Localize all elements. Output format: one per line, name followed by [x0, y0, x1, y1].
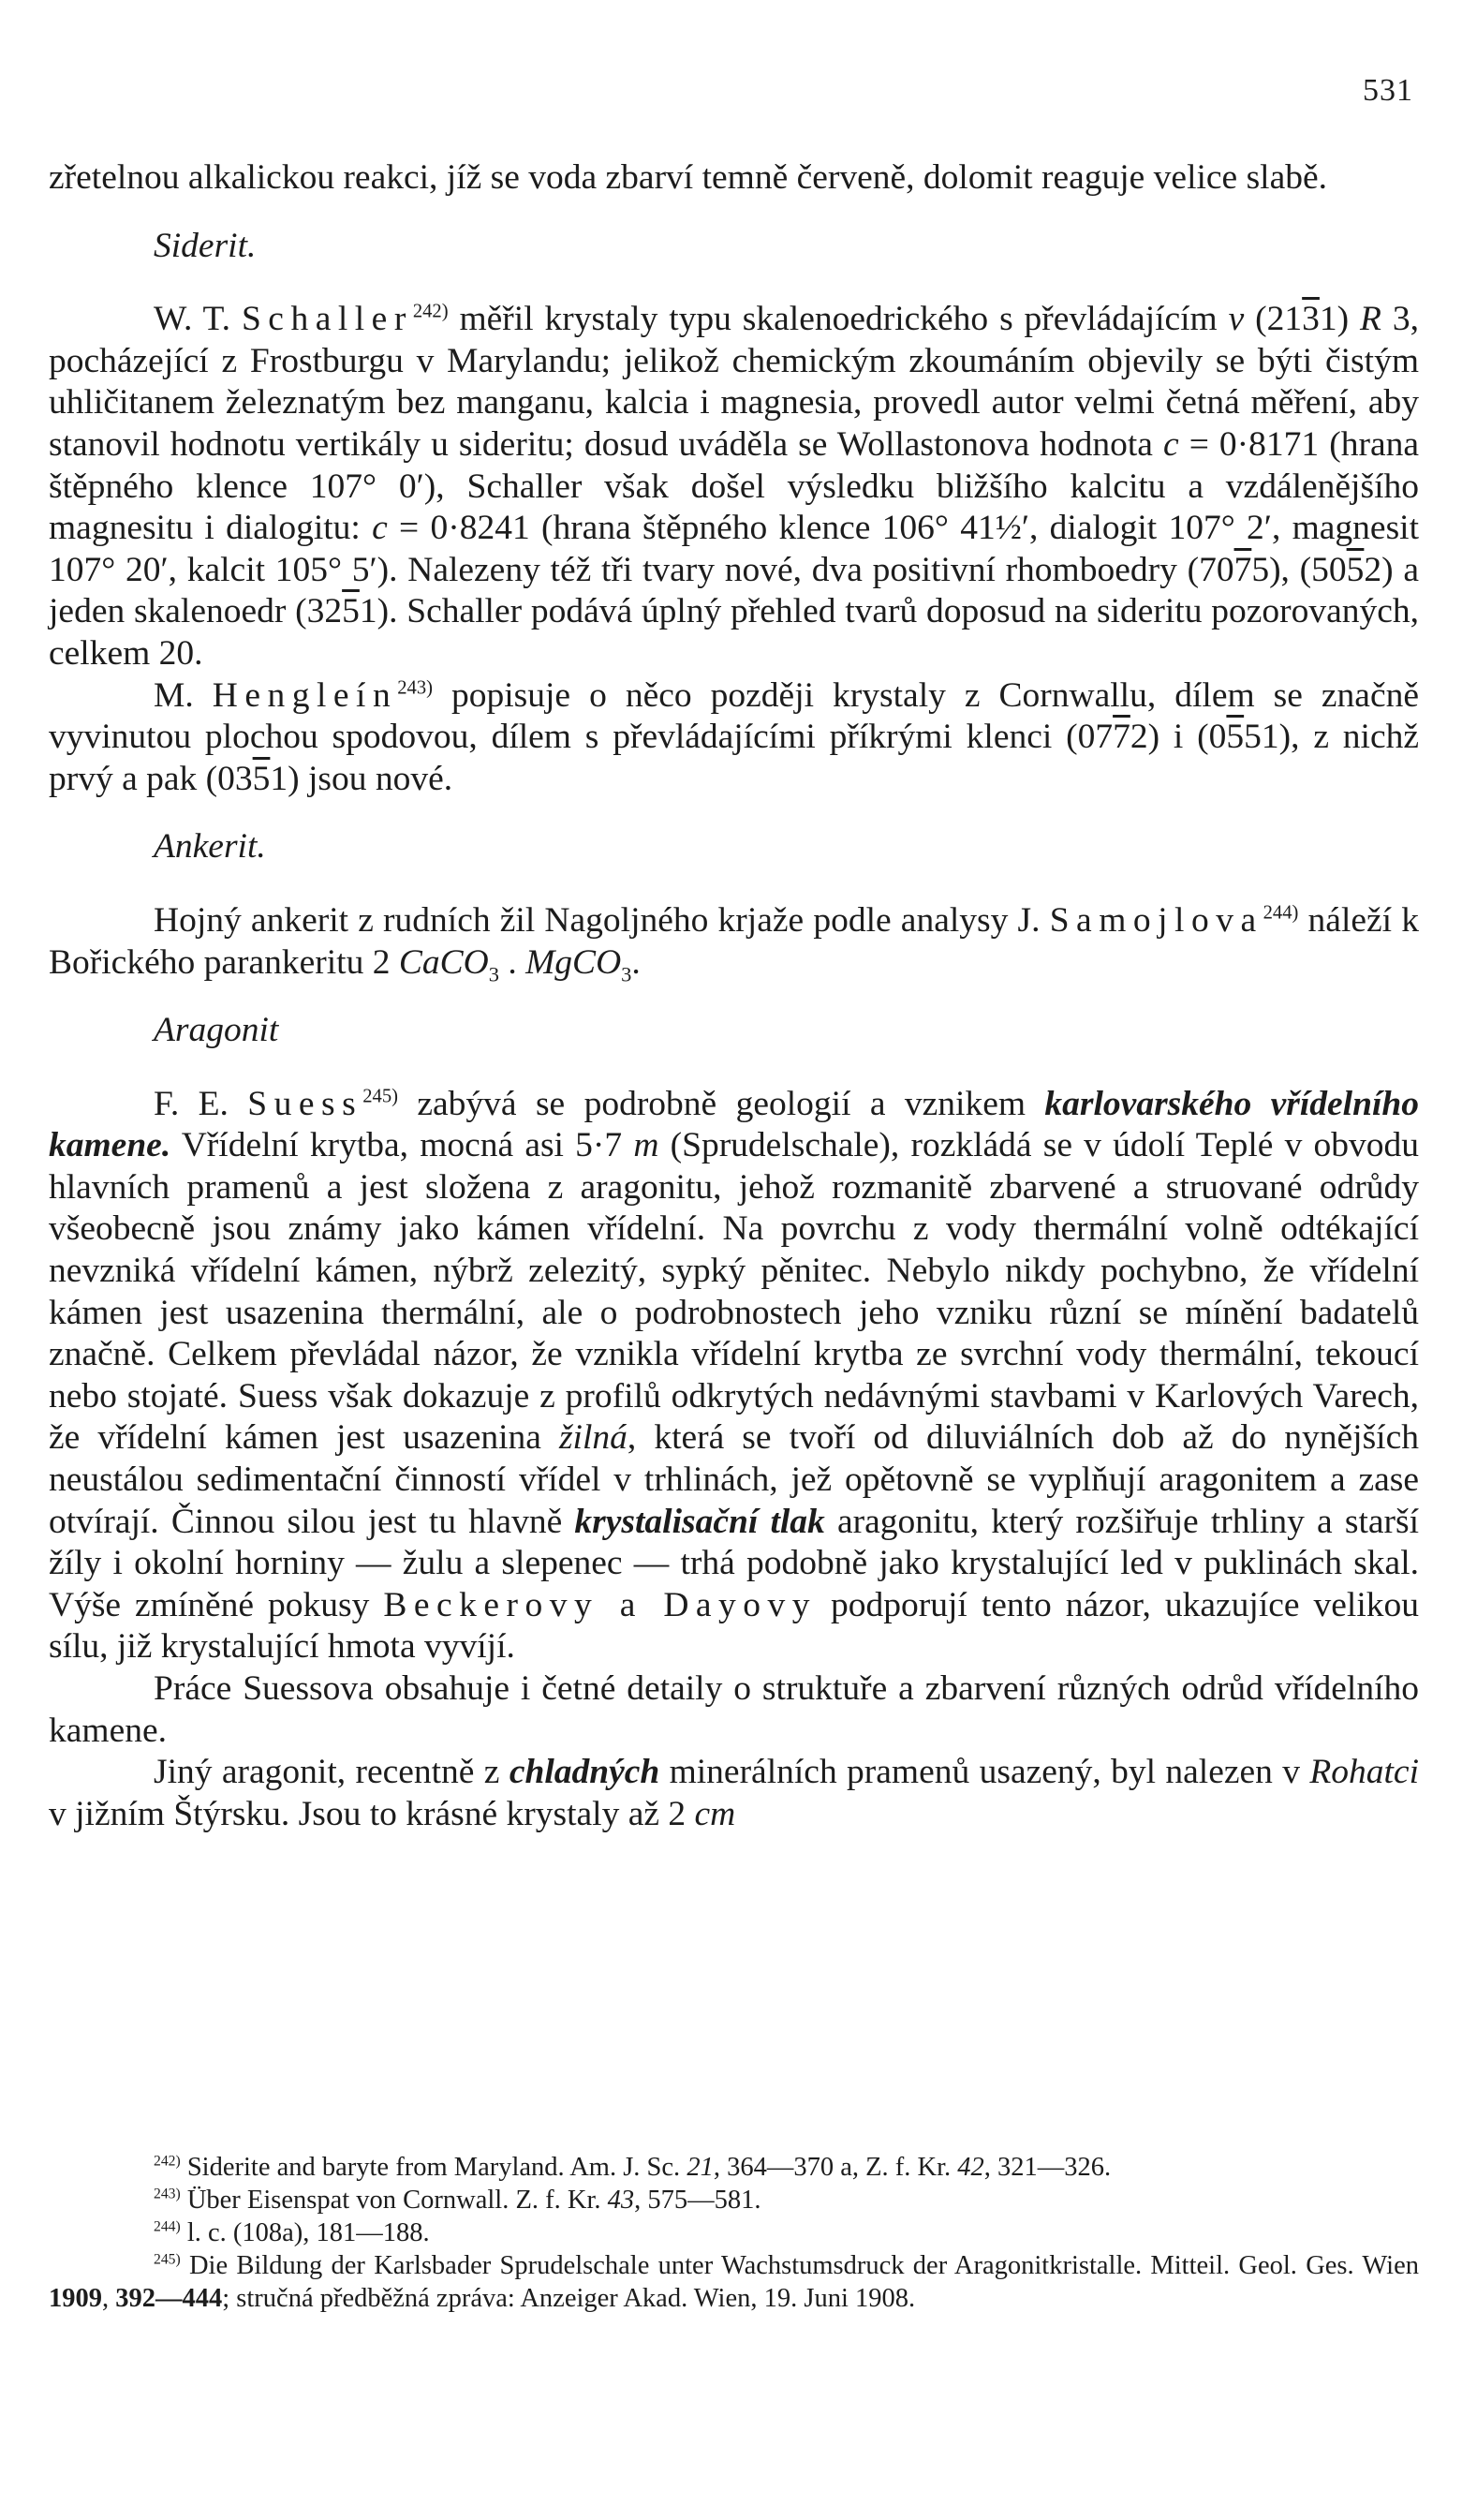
author-henglein: Hengleín	[212, 675, 398, 715]
paragraph-ankerit: Hojný ankerit z rudních žil Nagoljného krjaže podle analysy J. Samojlova$^{244)}$ náleží k Bořického parankeritu 2 CaCO$_3$ . MgCO$_3$.	[49, 900, 1419, 986]
paragraph-henglein: M. Hengleín$^{243)}$ popisuje o něco později krystaly z Cornwallu, dílem se značně vyvinutou plochou spodovou, dílem s převládajícími příkrými klenci (0772) i (0551), z nichž prvý a pak (0351) jsou nové.	[49, 675, 1419, 798]
footnote-ref-245: 245)	[362, 1086, 398, 1107]
footnote-ref-243: 243)	[397, 677, 433, 699]
footnote-ref-242: 242)	[412, 301, 449, 322]
heading-siderit: Siderit.	[154, 226, 257, 265]
paragraph-aragonit-suess: F. E. Suess$^{245)}$ zabývá se podrobně geologií a vznikem karlovarského vřídelního kamene. Vřídelní krytba, mocná asi 5·7 m (Sprudelschale), rozkládá se v údolí Teplé v obvodu hlavních pramenů a jest složena z aragonitu, jehož rozmanitě zbarvené a struované odrůdy všeobecně jsou známy jako kámen vřídelní. Na povrchu z vody thermální volně odtékající nevzniká vřídelní kámen, nýbrž zelezitý, sypký pěnitec. Nebylo nikdy pochybno, že vřídelní kámen jest usazenina thermální, ale o podrobnostech jeho vzniku různí se mínění badatelů značně. Celkem převládal názor, že vznikla vřídelní krytba ze svrchní vody thermální, tekoucí nebo stojaté. Suess však dokazuje z profilů odkrytých nedávnými stavbami v Karlových Varech, že vřídelní kámen jest usazenina žilná, která se tvoří od diluviálních dob až do nynějších neustálou sedimentační činností vřídel v trhlinách, jež opětovně se vyplňují aragonitem a zase otvírají. Činnou silou jest tu hlavně krystalisační tlak aragonitu, který rozšiřuje trhliny a starší žíly i okolní horniny — žulu a slepenec — trhá podobně jako krystalující led v puklinách skal. Výše zmíněné pokusy Beckerovy a Dayovy podporují tento názor, ukazujíce velikou sílu, již krystalující hmota vyvíjí.	[49, 1084, 1420, 1667]
paragraph-siderit: W. T. Schaller$^{242)}$ měřil krystaly typu skalenoedrického s převládajícím v (2131) R 3, pocházející z Frostburgu v Marylandu; jelikož chemickým zkoumáním objevily se býti čistým uhličitanem železnatým bez manganu, kalcia i magnesia, provedl autor velmi četná měření, aby stanovil hodnotu vertikály u sideritu; dosud uváděla se Wollastonova hodnota c = 0·8171 (hrana štěpného klence 107° 0′), Schaller však došel výsledku bližšího kalcitu a vzdálenějšího magnesitu i dialogitu: c = 0·8241 (hrana štěpného klence 106° 41½′, dialogit 107° 2′, magnesit 107° 20′, kalcit 105° 5′). Nalezeny též tři tvary nové, dva positivní rhomboedry (7075), (5052) a jeden skalenoedr (3251). Schaller podává úplný přehled tvarů doposud na sideritu pozorovaných, celkem 20.	[49, 300, 1419, 673]
footnote-ref-244: 244)	[1263, 902, 1299, 924]
author-schaller: Schaller	[241, 300, 413, 339]
paragraph-suess-detail: Práce Suessova obsahuje i četné detaily o struktuře a zbarvení různých odrůd vřídelního kamene.	[49, 1669, 1419, 1750]
heading-ankerit: Ankerit.	[154, 827, 266, 867]
footnote-243: $^{243)}$ Über Eisenspat von Cornwall. Z. f. Kr. 43, 575—581.	[154, 2186, 761, 2215]
paragraph-rohatec: Jiný aragonit, recentně z chladných minerálních pramenů usazený, byl nalezen v Rohatci v jižním Štýrsku. Jsou to krásné krystaly až 2 cm	[49, 1753, 1419, 1833]
author-samojlov: Samojlova	[1049, 900, 1263, 940]
authors-becker-day: Beckerovy a Dayovy	[383, 1585, 818, 1624]
paragraph-dolomit: zřetelnou alkalickou reakci, jíž se voda zbarví temně červeně, dolomit reaguje velice slabě.	[49, 158, 1327, 197]
footnote-244: $^{244)}$ l. c. (108a), 181—188.	[154, 2218, 430, 2247]
author-suess: Suess	[247, 1084, 363, 1123]
footnote-245: $^{245)}$ Die Bildung der Karlsbader Sprudelschale unter Wachstumsdruck der Aragonitkristalle. Mitteil. Geol. Ges. Wien 1909, 392—444; stručná předběžná zpráva: Anzeiger Akad. Wien, 19. Juni 1908.	[49, 2251, 1419, 2313]
page-number: 531	[1363, 73, 1413, 108]
main-text	[49, 157, 1419, 1835]
footnote-242: $^{242)}$ Siderite and baryte from Maryland. Am. J. Sc. 21, 364—370 a, Z. f. Kr. 42, 321—326.	[154, 2153, 1112, 2182]
heading-aragonit: Aragonit	[154, 1011, 279, 1050]
footnotes	[49, 2151, 1419, 2315]
